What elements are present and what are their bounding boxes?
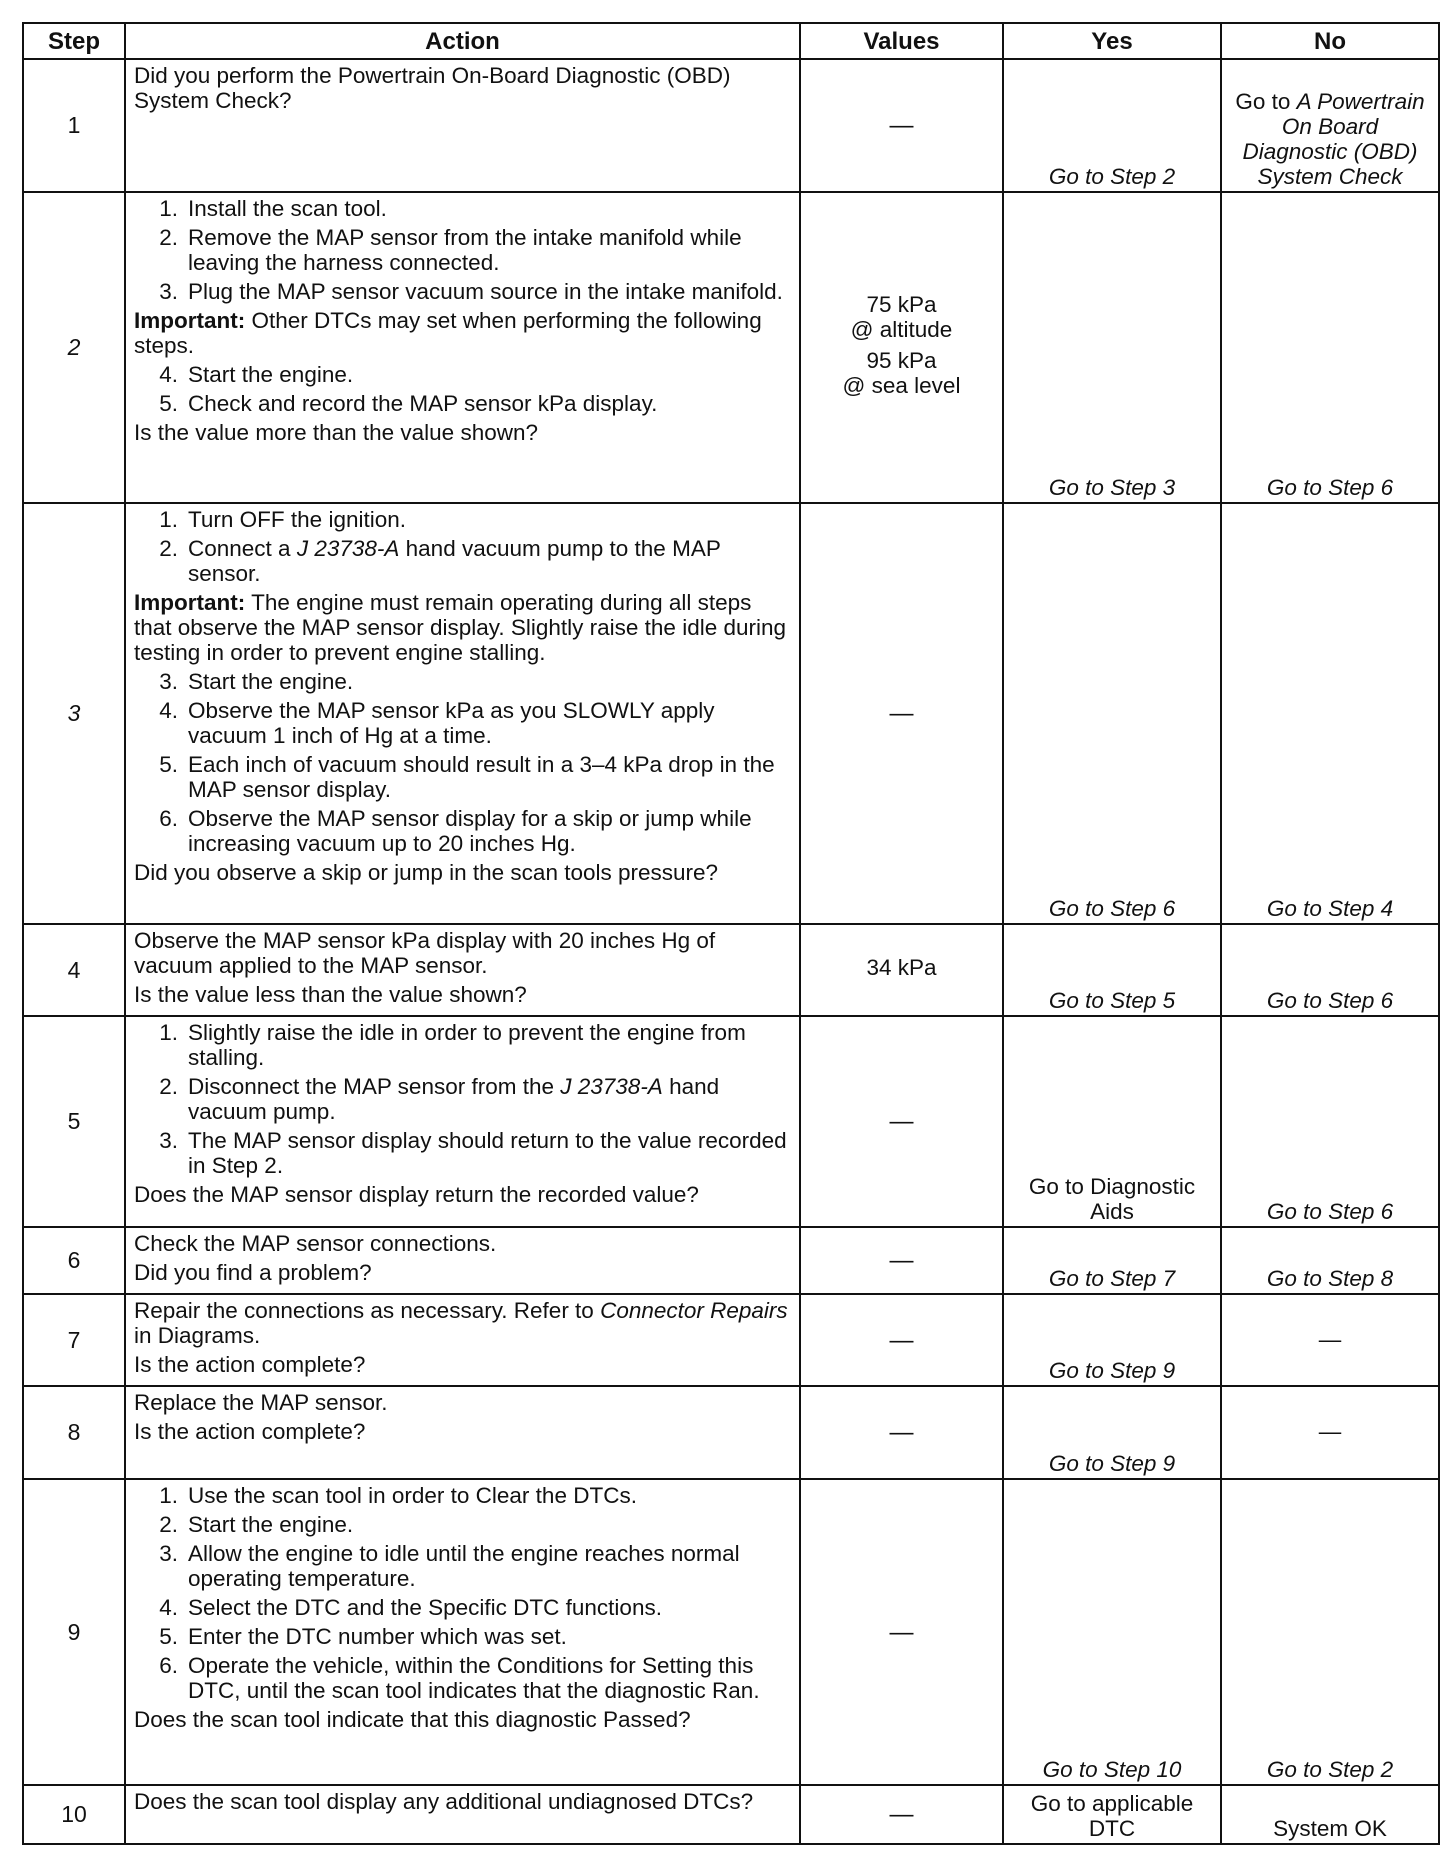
values-cell <box>800 1016 1003 1227</box>
text-segment: Check the MAP sensor connections. <box>134 1231 497 1256</box>
item-text <box>188 1020 789 1070</box>
text-segment: Plug the MAP sensor vacuum source in the intake manifold. <box>188 279 783 304</box>
text-segment: Go to <box>1235 89 1297 114</box>
yes-cell <box>1003 1227 1221 1294</box>
item-number: 1. <box>159 1483 178 1508</box>
header-no: No <box>1221 23 1439 59</box>
text-segment: Allow the engine to idle until the engine reaches normal operating temperature. <box>188 1541 740 1591</box>
text-segment: hand vacuum pump to the MAP sensor. <box>188 536 721 586</box>
reference-text: J 23738-A <box>560 1074 663 1099</box>
not-applicable-dash: — <box>889 1247 914 1274</box>
item-number: 4. <box>159 1595 178 1620</box>
action-list-item <box>134 1074 789 1124</box>
header-step: Step <box>23 23 125 59</box>
action-list-item <box>134 1020 789 1070</box>
action-list-item <box>134 1541 789 1591</box>
no-cell <box>1221 1227 1439 1294</box>
yes-outcome: Go to Diagnostic Aids <box>1028 1174 1196 1224</box>
text-segment: Repair the connections as necessary. Refer to <box>134 1298 601 1323</box>
reference-text: Go to Step 6 <box>1266 988 1394 1013</box>
yes-outcome: Go to Step 3 <box>1048 475 1176 500</box>
action-list-item <box>134 1595 789 1620</box>
item-number: 5. <box>159 391 178 416</box>
text-segment: Does the MAP sensor display return the recorded value? <box>134 1182 699 1207</box>
action-list-item <box>134 1483 789 1508</box>
item-text <box>188 1512 789 1537</box>
item-text <box>188 698 789 748</box>
action-paragraph <box>134 1419 789 1444</box>
action-cell <box>125 1479 800 1785</box>
item-number: 2. <box>159 1074 178 1099</box>
value-amount: 95 kPa <box>866 347 937 373</box>
no-cell <box>1221 192 1439 503</box>
item-number: 6. <box>159 806 178 831</box>
yes-cell <box>1003 1785 1221 1844</box>
values-cell <box>800 1785 1003 1844</box>
values-cell <box>800 1227 1003 1294</box>
values-cell <box>800 1294 1003 1386</box>
no-cell <box>1221 59 1439 192</box>
item-text <box>188 1595 789 1620</box>
reference-text: J 23738-A <box>296 536 400 561</box>
action-list-item <box>134 806 789 856</box>
text-segment: Does the scan tool indicate that this diagnostic Passed? <box>134 1707 691 1732</box>
action-paragraph <box>134 1707 789 1732</box>
item-text <box>188 1483 789 1508</box>
header-values: Values <box>800 23 1003 59</box>
text-segment: Start the engine. <box>188 362 354 387</box>
text-segment: Remove the MAP sensor from the intake manifold while leaving the harness connected. <box>188 225 742 275</box>
action-paragraph <box>134 590 789 665</box>
value-group <box>807 292 996 342</box>
table-row <box>23 1227 1439 1294</box>
item-text <box>188 362 789 387</box>
item-text <box>188 1128 789 1178</box>
values-cell <box>800 1479 1003 1785</box>
text-segment: — <box>1318 1419 1342 1444</box>
values-cell <box>800 503 1003 924</box>
text-segment: Install the scan tool. <box>188 196 387 221</box>
not-applicable-dash: — <box>889 1618 914 1646</box>
no-cell <box>1221 1386 1439 1479</box>
text-segment: Is the value more than the value shown? <box>134 420 539 445</box>
yes-cell <box>1003 192 1221 503</box>
not-applicable-dash: — <box>889 700 914 727</box>
item-text <box>188 1541 789 1591</box>
not-applicable-dash: — <box>889 112 914 139</box>
text-segment: Operate the vehicle, within the Conditions for Setting this DTC, until the scan tool indicates that the diagnostic Ran. <box>188 1653 760 1703</box>
table-row <box>23 924 1439 1016</box>
yes-outcome: Go to Step 2 <box>1048 164 1176 189</box>
action-list-item <box>134 279 789 304</box>
step-number: 9 <box>23 1479 125 1785</box>
action-cell <box>125 1386 800 1479</box>
action-paragraph <box>134 1182 789 1207</box>
item-text <box>188 1653 789 1703</box>
step-number: 10 <box>23 1785 125 1844</box>
text-segment: Is the action complete? <box>134 1352 366 1377</box>
action-cell <box>125 503 800 924</box>
step-number: 6 <box>23 1227 125 1294</box>
action-cell <box>125 1294 800 1386</box>
item-text <box>188 1074 789 1124</box>
yes-cell <box>1003 59 1221 192</box>
text-segment: Replace the MAP sensor. <box>134 1390 388 1415</box>
item-number: 2. <box>159 536 178 561</box>
item-number: 1. <box>159 196 178 221</box>
action-paragraph <box>134 420 789 445</box>
reference-text: Go to Step 6 <box>1266 475 1394 500</box>
action-list-item <box>134 1653 789 1703</box>
table-body <box>23 59 1439 1844</box>
yes-cell <box>1003 1016 1221 1227</box>
item-number: 4. <box>159 698 178 723</box>
action-list-item <box>134 1512 789 1537</box>
yes-cell <box>1003 1479 1221 1785</box>
text-segment: Start the engine. <box>188 1512 354 1537</box>
values-cell <box>800 924 1003 1016</box>
yes-outcome: Go to Step 7 <box>1048 1266 1176 1291</box>
item-number: 4. <box>159 362 178 387</box>
header-row <box>23 23 1439 59</box>
table-row <box>23 503 1439 924</box>
text-segment: Other DTCs may set when performing the following steps. <box>134 308 762 358</box>
text-segment: Check and record the MAP sensor kPa display. <box>188 391 658 416</box>
values-cell <box>800 192 1003 503</box>
values-cell <box>800 59 1003 192</box>
item-text <box>188 196 789 221</box>
action-paragraph <box>134 1352 789 1377</box>
no-cell <box>1221 1479 1439 1785</box>
table-row <box>23 1294 1439 1386</box>
action-cell <box>125 1785 800 1844</box>
reference-text: Connector Repairs <box>600 1298 788 1323</box>
reference-text: Go to Step 8 <box>1266 1266 1394 1291</box>
item-text <box>188 507 789 532</box>
header-action: Action <box>125 23 800 59</box>
action-list-item <box>134 536 789 586</box>
yes-cell <box>1003 1386 1221 1479</box>
value-amount: 75 kPa <box>866 291 937 317</box>
no-cell <box>1221 1785 1439 1844</box>
item-text <box>188 391 789 416</box>
item-text <box>188 225 789 275</box>
text-segment: Observe the MAP sensor kPa display with 20 inches Hg of vacuum applied to the MAP sensor. <box>134 928 716 978</box>
item-text <box>188 279 789 304</box>
not-applicable-dash: — <box>889 1419 914 1446</box>
item-number: 1. <box>159 1020 178 1045</box>
no-cell <box>1221 1016 1439 1227</box>
text-segment: The engine must remain operating during all steps that observe the MAP sensor display. Slightly raise the idle during testing in order to prevent engine stalling. <box>134 590 787 665</box>
text-segment: hand vacuum pump. <box>188 1074 720 1124</box>
yes-outcome: Go to applicable DTC <box>1030 1791 1194 1841</box>
value-group <box>807 348 996 398</box>
text-segment: System OK <box>1273 1816 1387 1841</box>
yes-outcome: Go to Step 9 <box>1048 1451 1176 1476</box>
text-segment: Did you find a problem? <box>134 1260 372 1285</box>
action-list-item <box>134 225 789 275</box>
table-row <box>23 1386 1439 1479</box>
text-segment: Enter the DTC number which was set. <box>188 1624 567 1649</box>
item-text <box>188 669 789 694</box>
text-segment: Turn OFF the ignition. <box>188 507 407 532</box>
step-number: 4 <box>23 924 125 1016</box>
action-paragraph <box>134 1298 789 1348</box>
no-cell <box>1221 503 1439 924</box>
header-yes: Yes <box>1003 23 1221 59</box>
item-number: 3. <box>159 279 178 304</box>
not-applicable-dash: — <box>889 1801 914 1828</box>
item-number: 2. <box>159 225 178 250</box>
action-list-item <box>134 1128 789 1178</box>
step-number: 8 <box>23 1386 125 1479</box>
reference-text: Go to Step 6 <box>1266 1199 1394 1224</box>
values-cell <box>800 1386 1003 1479</box>
action-list-item <box>134 196 789 221</box>
value-condition: @ sea level <box>842 372 961 398</box>
action-list-item <box>134 752 789 802</box>
item-number: 3. <box>159 669 178 694</box>
reference-text: Go to Step 2 <box>1266 1757 1394 1782</box>
action-paragraph <box>134 1231 789 1256</box>
text-segment: Observe the MAP sensor display for a skip or jump while increasing vacuum up to 20 inches Hg. <box>188 806 752 856</box>
text-segment: Select the DTC and the Specific DTC functions. <box>188 1595 662 1620</box>
action-list-item <box>134 391 789 416</box>
item-number: 5. <box>159 1624 178 1649</box>
important-label: Important: <box>134 308 246 333</box>
yes-outcome: Go to Step 9 <box>1048 1358 1176 1383</box>
action-paragraph <box>134 1789 789 1814</box>
action-cell <box>125 192 800 503</box>
text-segment: Connect a <box>188 536 297 561</box>
table-row <box>23 1479 1439 1785</box>
action-cell <box>125 1016 800 1227</box>
not-applicable-dash: — <box>889 1326 914 1354</box>
value-group <box>807 955 996 980</box>
item-text <box>188 1624 789 1649</box>
action-list-item <box>134 1624 789 1649</box>
text-segment: Disconnect the MAP sensor from the <box>188 1074 561 1099</box>
text-segment: Each inch of vacuum should result in a 3–4 kPa drop in the MAP sensor display. <box>188 752 775 802</box>
item-number: 3. <box>159 1541 178 1566</box>
action-list-item <box>134 669 789 694</box>
yes-outcome: Go to Step 5 <box>1048 988 1176 1013</box>
text-segment: The MAP sensor display should return to the value recorded in Step 2. <box>188 1128 787 1178</box>
text-segment: Did you perform the Powertrain On-Board Diagnostic (OBD) System Check? <box>134 63 731 113</box>
diagnostic-table <box>22 22 1440 1845</box>
no-cell <box>1221 924 1439 1016</box>
text-segment: Is the action complete? <box>134 1419 366 1444</box>
yes-cell <box>1003 503 1221 924</box>
action-list-item <box>134 362 789 387</box>
yes-cell <box>1003 1294 1221 1386</box>
item-number: 5. <box>159 752 178 777</box>
text-segment: Observe the MAP sensor kPa as you SLOWLY apply vacuum 1 inch of Hg at a time. <box>188 698 715 748</box>
text-segment: Does the scan tool display any additional undiagnosed DTCs? <box>134 1789 754 1814</box>
action-paragraph <box>134 928 789 978</box>
action-paragraph <box>134 308 789 358</box>
step-number: 1 <box>23 59 125 192</box>
item-text <box>188 752 789 802</box>
text-segment: Slightly raise the idle in order to prevent the engine from stalling. <box>188 1020 746 1070</box>
reference-text: Go to Step 4 <box>1266 896 1394 921</box>
important-label: Important: <box>134 590 246 615</box>
text-segment: Did you observe a skip or jump in the scan tools pressure? <box>134 860 719 885</box>
text-segment: in Diagrams. <box>134 1323 261 1348</box>
item-number: 2. <box>159 1512 178 1537</box>
text-segment: Start the engine. <box>188 669 354 694</box>
text-segment: Use the scan tool in order to Clear the DTCs. <box>188 1483 637 1508</box>
action-list-item <box>134 507 789 532</box>
action-paragraph <box>134 982 789 1007</box>
table-row <box>23 1016 1439 1227</box>
yes-cell <box>1003 924 1221 1016</box>
value-amount: 34 kPa <box>866 954 937 980</box>
value-condition: @ altitude <box>850 316 953 342</box>
action-paragraph <box>134 63 789 113</box>
reference-text: A Powertrain On Board Diagnostic (OBD) System Check <box>1242 89 1425 189</box>
text-segment: — <box>1318 1326 1342 1352</box>
item-text <box>188 806 789 856</box>
yes-outcome: Go to Step 10 <box>1042 1757 1182 1782</box>
table-row <box>23 59 1439 192</box>
no-cell <box>1221 1294 1439 1386</box>
item-number: 6. <box>159 1653 178 1678</box>
action-list-item <box>134 698 789 748</box>
table-row <box>23 192 1439 503</box>
action-cell <box>125 59 800 192</box>
not-applicable-dash: — <box>889 1108 914 1135</box>
action-paragraph <box>134 860 789 885</box>
action-paragraph <box>134 1260 789 1285</box>
text-segment: Is the value less than the value shown? <box>134 982 527 1007</box>
item-text <box>188 536 789 586</box>
table-row <box>23 1785 1439 1844</box>
action-cell <box>125 1227 800 1294</box>
step-number: 3 <box>23 503 125 924</box>
step-number: 7 <box>23 1294 125 1386</box>
action-paragraph <box>134 1390 789 1415</box>
item-number: 3. <box>159 1128 178 1153</box>
step-number: 2 <box>23 192 125 503</box>
item-number: 1. <box>159 507 178 532</box>
yes-outcome: Go to Step 6 <box>1048 896 1176 921</box>
step-number: 5 <box>23 1016 125 1227</box>
action-cell <box>125 924 800 1016</box>
